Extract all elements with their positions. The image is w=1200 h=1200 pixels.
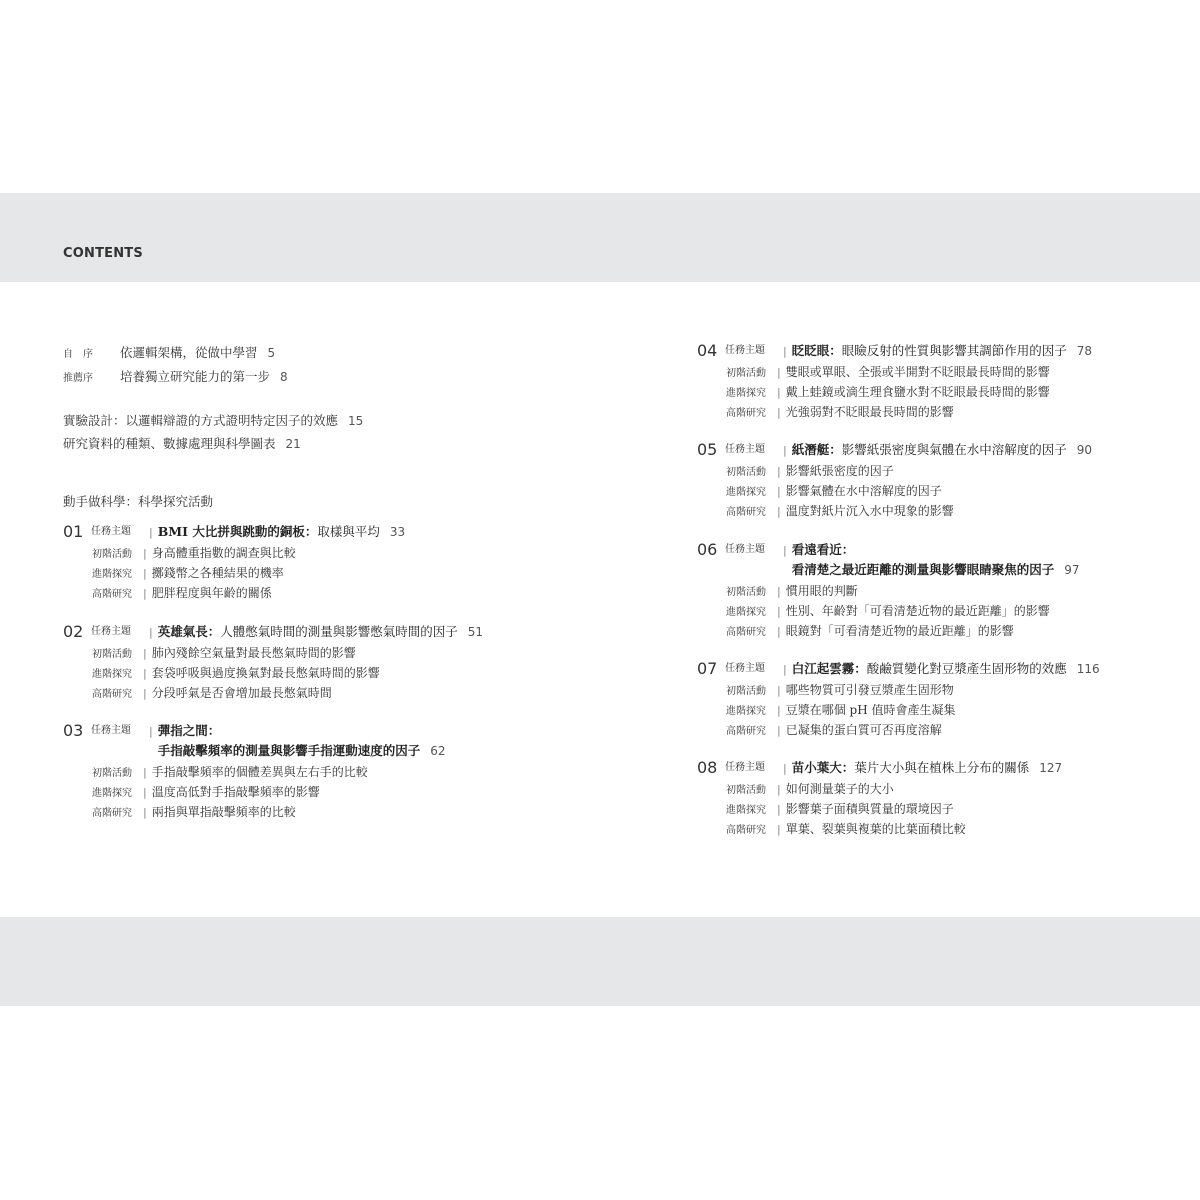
separator: |: [777, 366, 781, 379]
item-level-label: 高階研究: [92, 808, 132, 819]
chapter-item[interactable]: [726, 501, 954, 522]
page-number: 21: [285, 437, 301, 451]
chapter-title-prefix: 英雄氣長：: [157, 624, 221, 639]
separator: |: [777, 585, 781, 598]
chapter-title-rest: 人體憋氣時間的測量與影響憋氣時間的因子: [220, 624, 458, 639]
item-text: 影響氣體在水中溶解度的因子: [785, 484, 942, 498]
chapter-item[interactable]: [726, 601, 1050, 622]
chapter-title-line2: [778, 561, 1080, 580]
chapter-title-prefix: 眨眨眼：: [791, 343, 842, 358]
item-level-label: 初階活動: [92, 649, 132, 660]
separator: |: [777, 704, 781, 717]
item-level-label: 進階探究: [92, 569, 132, 580]
item-level-label: 初階活動: [92, 549, 132, 560]
page-number: 15: [348, 414, 364, 428]
preface-title: 依邏輯架構，從做中學習: [120, 345, 258, 360]
page-number: 8: [280, 370, 288, 384]
chapter-item[interactable]: [92, 543, 296, 564]
page-number: 51: [467, 625, 484, 639]
task-label: 任務主題: [725, 345, 765, 356]
task-label: 任務主題: [91, 626, 131, 637]
item-level-label: 進階探究: [92, 669, 132, 680]
item-text: 光強弱對不眨眼最長時間的影響: [785, 405, 954, 419]
item-level-label: 高階研究: [726, 408, 766, 419]
section-entry[interactable]: [63, 411, 363, 430]
page-number: 116: [1076, 662, 1100, 676]
chapter-number: 02: [63, 622, 84, 641]
separator: |: [143, 786, 147, 799]
chapter-item[interactable]: [92, 802, 296, 823]
item-text: 慣用眼的判斷: [785, 584, 858, 598]
chapter-title-rest: 酸鹼質變化對豆漿產生固形物的效應: [866, 661, 1067, 676]
section-title: 實驗設計：以邏輯辯證的方式證明特定因子的效應: [63, 413, 339, 428]
item-level-label: 高階研究: [726, 825, 766, 836]
chapter-title-prefix: 苗小葉大：: [791, 760, 855, 775]
chapter-item[interactable]: [92, 583, 272, 604]
chapter-title[interactable]: [778, 441, 1092, 460]
chapter-title[interactable]: [778, 342, 1092, 361]
chapter-item[interactable]: [92, 663, 380, 684]
separator: |: [783, 762, 787, 775]
chapter-title[interactable]: [778, 759, 1062, 778]
footer-band: [0, 917, 1200, 1006]
item-text: 擲錢幣之各種結果的機率: [151, 566, 284, 580]
chapter-title-rest: 影響紙張密度與氣體在水中溶解度的因子: [841, 442, 1067, 457]
item-level-label: 初階活動: [726, 467, 766, 478]
item-level-label: 高階研究: [726, 627, 766, 638]
item-text: 豆漿在哪個 pH 值時會產生凝集: [785, 703, 956, 717]
chapter-item[interactable]: [726, 720, 942, 741]
separator: |: [777, 605, 781, 618]
separator: |: [777, 625, 781, 638]
section-title: 研究資料的種類、數據處理與科學圖表: [63, 436, 276, 451]
separator: |: [783, 444, 787, 457]
chapter-title-line2: [144, 742, 446, 761]
preface-title: 培養獨立研究能力的第一步: [120, 369, 271, 384]
task-label: 任務主題: [725, 663, 765, 674]
chapter-item[interactable]: [92, 762, 368, 783]
task-label: 任務主題: [725, 762, 765, 773]
chapter-number: 01: [63, 522, 84, 541]
separator: |: [143, 567, 147, 580]
page-number: 127: [1039, 761, 1063, 775]
preface-entry[interactable]: [63, 367, 288, 388]
chapter-item[interactable]: [92, 782, 320, 803]
item-level-label: 初階活動: [92, 768, 132, 779]
preface-entry[interactable]: [63, 343, 275, 364]
task-label: 任務主題: [91, 725, 131, 736]
item-text: 眼鏡對「可看清楚近物的最近距離」的影響: [785, 624, 1014, 638]
chapter-title-rest: 取樣與平均: [317, 524, 380, 539]
chapter-number: 08: [697, 758, 718, 777]
item-text: 肥胖程度與年齡的關係: [151, 586, 272, 600]
separator: |: [777, 783, 781, 796]
chapter-title-prefix: 看遠看近：: [791, 542, 855, 557]
separator: |: [777, 724, 781, 737]
chapter-item[interactable]: [726, 621, 1014, 642]
chapter-item[interactable]: [726, 700, 956, 721]
item-text: 溫度對紙片沉入水中現象的影響: [785, 504, 954, 518]
item-text: 肺內殘餘空氣量對最長憋氣時間的影響: [151, 646, 356, 660]
chapter-title-prefix: 彈指之間：: [157, 723, 221, 738]
chapter-item[interactable]: [726, 819, 966, 840]
separator: |: [777, 406, 781, 419]
item-text: 套袋呼吸與過度換氣對最長憋氣時間的影響: [151, 666, 380, 680]
separator: |: [149, 725, 153, 738]
item-level-label: 高階研究: [92, 589, 132, 600]
separator: |: [777, 465, 781, 478]
page-number: 5: [267, 346, 276, 360]
chapter-item[interactable]: [726, 581, 858, 602]
chapter-title-prefix: 白江起雲霧：: [791, 661, 867, 676]
item-level-label: 進階探究: [726, 388, 766, 399]
separator: |: [143, 647, 147, 660]
item-level-label: 高階研究: [92, 689, 132, 700]
chapter-item[interactable]: [726, 799, 954, 820]
chapter-item[interactable]: [726, 461, 894, 482]
chapter-item[interactable]: [726, 382, 1050, 403]
item-level-label: 進階探究: [92, 788, 132, 799]
chapter-title[interactable]: [778, 541, 854, 560]
chapter-title-prefix: BMI 大比拼與跳動的銅板：: [157, 524, 318, 539]
chapter-title-prefix: 紙潛艇：: [791, 442, 842, 457]
chapter-number: 06: [697, 540, 718, 559]
separator: |: [143, 547, 147, 560]
chapter-item[interactable]: [92, 563, 284, 584]
item-level-label: 初階活動: [726, 587, 766, 598]
item-level-label: 高階研究: [726, 507, 766, 518]
page-number: 90: [1076, 443, 1093, 457]
preface-label: 自 序: [63, 349, 93, 360]
chapter-number: 07: [697, 659, 718, 678]
item-level-label: 初階活動: [726, 368, 766, 379]
chapter-item[interactable]: [92, 683, 332, 704]
chapter-item[interactable]: [92, 643, 356, 664]
item-level-label: 進階探究: [726, 706, 766, 717]
item-text: 單葉、裂葉與複葉的比葉面積比較: [785, 822, 966, 836]
chapter-title-rest: 葉片大小與在植株上分布的關係: [854, 760, 1030, 775]
separator: |: [143, 667, 147, 680]
item-text: 溫度高低對手指敲擊頻率的影響: [151, 785, 320, 799]
chapter-number: 04: [697, 341, 718, 360]
preface-label: 推薦序: [63, 373, 93, 384]
separator: |: [783, 663, 787, 676]
task-label: 任務主題: [91, 526, 131, 537]
chapter-title-subtitle: 看清楚之最近距離的測量與影響眼睛聚焦的因子: [791, 562, 1055, 577]
chapter-number: 05: [697, 440, 718, 459]
chapter-item[interactable]: [726, 779, 894, 800]
item-text: 已凝集的蛋白質可否再度溶解: [785, 723, 942, 737]
item-text: 雙眼或單眼、全張或半開對不眨眼最長時間的影響: [785, 365, 1050, 379]
separator: |: [143, 587, 147, 600]
item-level-label: 初階活動: [726, 785, 766, 796]
item-text: 兩指與單指敲擊頻率的比較: [151, 805, 296, 819]
chapter-title-subtitle: 手指敲擊頻率的測量與影響手指運動速度的因子: [157, 743, 421, 758]
item-text: 性別、年齡對「可看清楚近物的最近距離」的影響: [785, 604, 1050, 618]
separator: |: [783, 544, 787, 557]
task-label: 任務主題: [725, 444, 765, 455]
separator: |: [777, 505, 781, 518]
page-number: 97: [1064, 563, 1080, 577]
item-text: 手指敲擊頻率的個體差異與左右手的比較: [151, 765, 368, 779]
item-level-label: 進階探究: [726, 805, 766, 816]
item-text: 影響紙張密度的因子: [785, 464, 894, 478]
chapter-number: 03: [63, 721, 84, 740]
chapter-title[interactable]: [144, 722, 220, 741]
page-number: 33: [389, 525, 406, 539]
item-level-label: 進階探究: [726, 607, 766, 618]
separator: |: [777, 485, 781, 498]
activities-heading: 動手做科學：科學探究活動: [63, 494, 214, 509]
separator: |: [783, 345, 787, 358]
chapter-title[interactable]: [144, 523, 405, 542]
separator: |: [777, 684, 781, 697]
chapter-item[interactable]: [726, 481, 942, 502]
separator: |: [777, 386, 781, 399]
item-text: 如何測量葉子的大小: [785, 782, 894, 796]
chapter-item[interactable]: [726, 680, 954, 701]
chapter-item[interactable]: [726, 402, 954, 423]
item-text: 分段呼氣是否會增加最長憋氣時間: [151, 686, 332, 700]
separator: |: [149, 526, 153, 539]
item-level-label: 初階活動: [726, 686, 766, 697]
chapter-item[interactable]: [726, 362, 1050, 383]
page-title: CONTENTS: [63, 246, 143, 261]
separator: |: [143, 687, 147, 700]
page-number: 62: [430, 744, 446, 758]
separator: |: [143, 766, 147, 779]
header-band: [0, 193, 1200, 282]
separator: |: [149, 626, 153, 639]
item-text: 身高體重指數的調查與比較: [151, 546, 296, 560]
section-entry[interactable]: [63, 434, 301, 453]
separator: |: [143, 806, 147, 819]
item-text: 哪些物質可引發豆漿產生固形物: [785, 683, 954, 697]
separator: |: [777, 803, 781, 816]
separator: |: [777, 823, 781, 836]
item-text: 戴上蛙鏡或滴生理食鹽水對不眨眼最長時間的影響: [785, 385, 1050, 399]
item-text: 影響葉子面積與質量的環境因子: [785, 802, 954, 816]
item-level-label: 高階研究: [726, 726, 766, 737]
page-number: 78: [1076, 344, 1093, 358]
chapter-title-rest: 眼瞼反射的性質與影響其調節作用的因子: [841, 343, 1067, 358]
chapter-title[interactable]: [778, 660, 1100, 679]
item-level-label: 進階探究: [726, 487, 766, 498]
chapter-title[interactable]: [144, 623, 483, 642]
task-label: 任務主題: [725, 544, 765, 555]
